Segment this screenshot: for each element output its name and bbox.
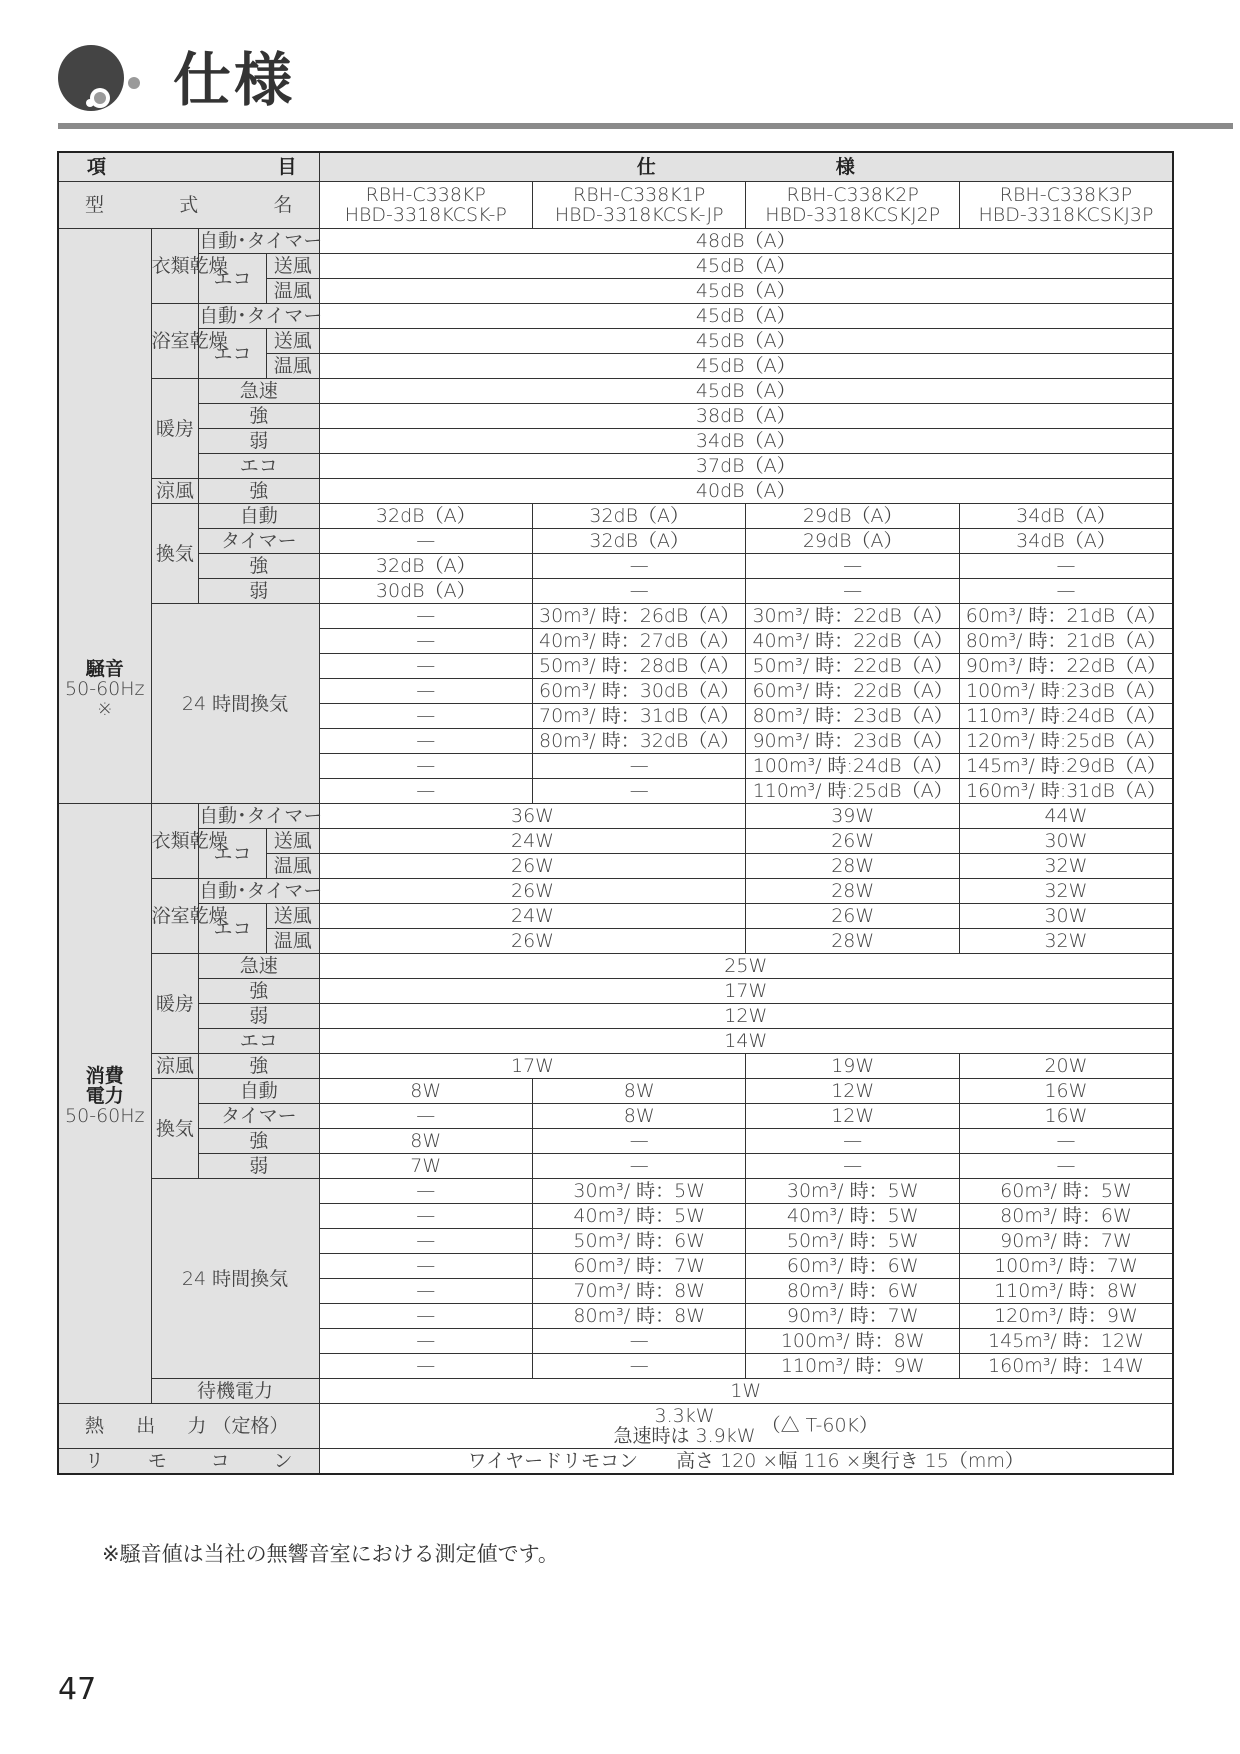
model-row (58, 182, 1173, 229)
model-cell: RBH-C338K3P HBD-3318KCSKJ3P (959, 182, 1173, 229)
strong-label: 強 (199, 979, 319, 1004)
power-heat-strong-row (58, 979, 1173, 1004)
auto-timer-label: 自動･タイマー (199, 880, 323, 902)
power-bath-auto-row (58, 879, 1173, 904)
remote-row (58, 1449, 1173, 1475)
noise-vent-timer-row (58, 529, 1173, 554)
section-bullet-icon (58, 42, 148, 120)
value-cell: 60m³/ 時：5W (959, 1179, 1173, 1204)
value-cell: 80m³/ 時：23dB（A） (746, 704, 959, 729)
value-cell: — (319, 1254, 532, 1279)
power-clothes-auto-row (58, 804, 1173, 829)
value-cell: — (319, 679, 532, 704)
vent-label: 換気 (151, 1079, 199, 1179)
value-cell: — (746, 579, 959, 604)
value-cell: 145m³/ 時:29dB（A） (959, 754, 1173, 779)
power-heat-weak-row (58, 1004, 1173, 1029)
weak-label: 弱 (199, 1004, 319, 1029)
model-cell: RBH-C338KP HBD-3318KCSK-P (319, 182, 532, 229)
power-24h-row (58, 1179, 1173, 1204)
value-cell: 45dB（A） (319, 254, 1173, 279)
noise-cool-row (58, 479, 1173, 504)
value-cell: 28W (746, 929, 959, 954)
value-cell: 25W (319, 954, 1173, 979)
eco-label: エコ (199, 254, 267, 304)
value-cell: 30W (959, 829, 1173, 854)
value-cell: — (532, 1154, 745, 1179)
strong-label: 強 (199, 1129, 319, 1154)
model-cell: RBH-C338K2P HBD-3318KCSKJ2P (746, 182, 959, 229)
value-cell: 145m³/ 時：12W (959, 1329, 1173, 1354)
power-vent-weak-row (58, 1154, 1173, 1179)
table-header-row (58, 152, 1173, 182)
value-cell: 45dB（A） (319, 379, 1173, 404)
value-cell: 12W (319, 1004, 1173, 1029)
value-cell: 60m³/ 時：21dB（A） (959, 604, 1173, 629)
power-heat-eco-row (58, 1029, 1173, 1054)
value-cell: 50m³/ 時：22dB（A） (746, 654, 959, 679)
noise-bath-auto-row (58, 304, 1173, 329)
value-cell: 90m³/ 時：7W (959, 1229, 1173, 1254)
value-cell: — (959, 1129, 1173, 1154)
value-cell: — (959, 579, 1173, 604)
value-cell: 24W (319, 904, 746, 929)
strong-label: 強 (199, 479, 319, 504)
value-cell: — (319, 629, 532, 654)
value-cell: 32W (959, 879, 1173, 904)
value-cell: 36W (319, 804, 746, 829)
value-cell: — (532, 1354, 745, 1379)
value-cell: 28W (746, 854, 959, 879)
value-cell: — (319, 779, 532, 804)
warm-label: 温風 (266, 854, 319, 879)
fan-label: 送風 (266, 829, 319, 854)
value-cell: — (319, 1304, 532, 1329)
value-cell: — (319, 1104, 532, 1129)
value-cell: — (532, 554, 745, 579)
noise-heat-eco-row (58, 454, 1173, 479)
timer-label: タイマー (199, 529, 319, 554)
value-cell: 30m³/ 時：22dB（A） (746, 604, 959, 629)
weak-label: 弱 (199, 579, 319, 604)
value-cell: 90m³/ 時：22dB（A） (959, 654, 1173, 679)
value-cell: 32dB（A） (319, 504, 532, 529)
value-cell: 26W (319, 879, 746, 904)
auto-timer-label: 自動･タイマー (199, 230, 323, 252)
value-cell: 7W (319, 1154, 532, 1179)
rapid-label: 急速 (199, 954, 319, 979)
noise-heat-rapid-row (58, 379, 1173, 404)
value-cell: 26W (746, 829, 959, 854)
fan-label: 送風 (266, 329, 319, 354)
value-cell: 32dB（A） (532, 529, 745, 554)
header-spec: 仕 様 (319, 152, 1173, 182)
page-title: 仕様 (173, 46, 296, 114)
value-cell: 37dB（A） (319, 454, 1173, 479)
value-cell: 100m³/ 時:24dB（A） (746, 754, 959, 779)
heat-output-row (58, 1404, 1173, 1449)
power-standby-row (58, 1379, 1173, 1404)
value-cell: 60m³/ 時：6W (746, 1254, 959, 1279)
value-cell: 28W (746, 879, 959, 904)
value-cell: — (319, 729, 532, 754)
standby-label: 待機電力 (151, 1379, 319, 1404)
value-cell: 80m³/ 時：6W (959, 1204, 1173, 1229)
value-cell: 17W (319, 979, 1173, 1004)
strong-label: 強 (199, 404, 319, 429)
value-cell: — (532, 1329, 745, 1354)
value-cell: 45dB（A） (319, 279, 1173, 304)
value-cell: 26W (319, 854, 746, 879)
value-cell: 50m³/ 時：6W (532, 1229, 745, 1254)
value-cell: — (746, 554, 959, 579)
value-cell: 100m³/ 時：8W (746, 1329, 959, 1354)
value-cell: 120m³/ 時:25dB（A） (959, 729, 1173, 754)
value-cell: — (319, 654, 532, 679)
value-cell: 90m³/ 時：23dB（A） (746, 729, 959, 754)
bath-dry-label: 浴室乾燥 (151, 304, 199, 379)
value-cell: 32W (959, 854, 1173, 879)
value-cell: 12W (746, 1104, 959, 1129)
value-cell: — (746, 1154, 959, 1179)
spec-table (57, 151, 1174, 1475)
value-cell: 29dB（A） (746, 529, 959, 554)
noise-vent-strong-row (58, 554, 1173, 579)
value-cell: — (319, 1279, 532, 1304)
fan-label: 送風 (266, 904, 319, 929)
value-cell: 19W (746, 1054, 959, 1079)
value-cell: 32dB（A） (319, 554, 532, 579)
value-cell: — (319, 704, 532, 729)
value-cell: 40m³/ 時：27dB（A） (532, 629, 745, 654)
value-cell: 16W (959, 1079, 1173, 1104)
value-cell: 24W (319, 829, 746, 854)
value-cell: — (319, 604, 532, 629)
rapid-label: 急速 (199, 379, 319, 404)
value-cell: — (319, 1354, 532, 1379)
footnote: ※騒音値は当社の無響音室における測定値です。 (102, 1542, 559, 1566)
value-cell: 60m³/ 時：22dB（A） (746, 679, 959, 704)
value-cell: 100m³/ 時：7W (959, 1254, 1173, 1279)
value-cell: 8W (532, 1079, 745, 1104)
value-cell: 30dB（A） (319, 579, 532, 604)
value-cell: 30W (959, 904, 1173, 929)
heating-label: 暖房 (151, 954, 199, 1054)
value-cell: 26W (746, 904, 959, 929)
auto-label: 自動 (199, 504, 319, 529)
value-cell: — (532, 579, 745, 604)
value-cell: 80m³/ 時：8W (532, 1304, 745, 1329)
weak-label: 弱 (199, 1154, 319, 1179)
model-cell: RBH-C338K1P HBD-3318KCSK-JP (532, 182, 745, 229)
value-cell: 30m³/ 時：5W (746, 1179, 959, 1204)
value-cell: 8W (532, 1104, 745, 1129)
noise-vent-auto-row (58, 504, 1173, 529)
value-cell: 100m³/ 時:23dB（A） (959, 679, 1173, 704)
remote-value: ワイヤードリモコン 高さ 120 ×幅 116 ×奥行き 15（mm） (319, 1449, 1173, 1475)
h24-label: 24 時間換気 (151, 604, 319, 804)
power-cool-row (58, 1054, 1173, 1079)
auto-timer-label: 自動･タイマー (199, 805, 323, 827)
value-cell: 60m³/ 時：30dB（A） (532, 679, 745, 704)
value-cell: 20W (959, 1054, 1173, 1079)
value-cell: 110m³/ 時：9W (746, 1354, 959, 1379)
value-cell: — (746, 1129, 959, 1154)
value-cell: 110m³/ 時：8W (959, 1279, 1173, 1304)
eco-label: エコ (199, 454, 319, 479)
noise-24h-row (58, 604, 1173, 629)
value-cell: — (959, 554, 1173, 579)
value-cell: 40dB（A） (319, 479, 1173, 504)
value-cell: 45dB（A） (319, 304, 1173, 329)
value-cell: 120m³/ 時：9W (959, 1304, 1173, 1329)
cool-label: 涼風 (151, 479, 199, 504)
value-cell: 40m³/ 時：5W (532, 1204, 745, 1229)
value-cell: 50m³/ 時：5W (746, 1229, 959, 1254)
value-cell: 48dB（A） (319, 229, 1173, 254)
warm-label: 温風 (266, 929, 319, 954)
value-cell: 50m³/ 時：28dB（A） (532, 654, 745, 679)
value-cell: — (959, 1154, 1173, 1179)
timer-label: タイマー (199, 1104, 319, 1129)
value-cell: 39W (746, 804, 959, 829)
eco-label: エコ (199, 329, 267, 379)
value-cell: 8W (319, 1079, 532, 1104)
value-cell: — (319, 1329, 532, 1354)
power-category: 消費 電力 50-60Hz (58, 804, 151, 1404)
value-cell: 45dB（A） (319, 354, 1173, 379)
value-cell: 80m³/ 時：21dB（A） (959, 629, 1173, 654)
warm-label: 温風 (266, 279, 319, 304)
value-cell: 80m³/ 時：32dB（A） (532, 729, 745, 754)
fan-label: 送風 (266, 254, 319, 279)
auto-label: 自動 (199, 1079, 319, 1104)
value-cell: 12W (746, 1079, 959, 1104)
remote-label: リ モ コ ン (58, 1449, 319, 1475)
value-cell: 70m³/ 時：8W (532, 1279, 745, 1304)
heating-label: 暖房 (151, 379, 199, 479)
value-cell: 16W (959, 1104, 1173, 1129)
value-cell: — (319, 1204, 532, 1229)
heat-output-value: 3.3kW 急速時は 3.9kW （△ T-60K） (319, 1404, 1173, 1449)
bath-dry-label: 浴室乾燥 (151, 879, 199, 954)
value-cell: 44W (959, 804, 1173, 829)
noise-clothes-auto-row (58, 229, 1173, 254)
power-vent-auto-row (58, 1079, 1173, 1104)
power-heat-rapid-row (58, 954, 1173, 979)
value-cell: 45dB（A） (319, 329, 1173, 354)
value-cell: 110m³/ 時:25dB（A） (746, 779, 959, 804)
value-cell: 30m³/ 時：5W (532, 1179, 745, 1204)
strong-label: 強 (199, 554, 319, 579)
eco-label: エコ (199, 904, 267, 954)
noise-vent-weak-row (58, 579, 1173, 604)
value-cell: 38dB（A） (319, 404, 1173, 429)
header-rule (58, 123, 1233, 129)
value-cell: 30m³/ 時：26dB（A） (532, 604, 745, 629)
value-cell: — (319, 1229, 532, 1254)
h24-label: 24 時間換気 (151, 1179, 319, 1379)
clothes-dry-label: 衣類乾燥 (151, 804, 199, 879)
value-cell: 14W (319, 1029, 1173, 1054)
value-cell: — (532, 779, 745, 804)
value-cell: 60m³/ 時：7W (532, 1254, 745, 1279)
value-cell: 34dB（A） (959, 529, 1173, 554)
power-vent-strong-row (58, 1129, 1173, 1154)
strong-label: 強 (199, 1054, 319, 1079)
value-cell: 40m³/ 時：22dB（A） (746, 629, 959, 654)
value-cell: 110m³/ 時:24dB（A） (959, 704, 1173, 729)
value-cell: 32dB（A） (532, 504, 745, 529)
value-cell: — (532, 1129, 745, 1154)
value-cell: — (532, 754, 745, 779)
vent-label: 換気 (151, 504, 199, 604)
value-cell: — (319, 1179, 532, 1204)
value-cell: — (319, 529, 532, 554)
eco-label: エコ (199, 829, 267, 879)
heat-output-label: 熱 出 力 （定格） (58, 1404, 319, 1449)
model-label: 型 式 名 (58, 182, 319, 229)
value-cell: 34dB（A） (959, 504, 1173, 529)
value-cell: 29dB（A） (746, 504, 959, 529)
page-header (58, 40, 1233, 130)
value-cell: 70m³/ 時：31dB（A） (532, 704, 745, 729)
noise-category: 騒音 50-60Hz ※ (58, 229, 151, 804)
value-cell: 160m³/ 時:31dB（A） (959, 779, 1173, 804)
value-cell: 1W (319, 1379, 1173, 1404)
value-cell: 40m³/ 時：5W (746, 1204, 959, 1229)
warm-label: 温風 (266, 354, 319, 379)
noise-heat-strong-row (58, 404, 1173, 429)
value-cell: 80m³/ 時：6W (746, 1279, 959, 1304)
noise-heat-weak-row (58, 429, 1173, 454)
value-cell: — (319, 754, 532, 779)
auto-timer-label: 自動･タイマー (199, 305, 323, 327)
header-item: 項 目 (58, 152, 319, 182)
eco-label: エコ (199, 1029, 319, 1054)
value-cell: 34dB（A） (319, 429, 1173, 454)
page-number: 47 (58, 1672, 97, 1707)
value-cell: 17W (319, 1054, 746, 1079)
value-cell: 90m³/ 時：7W (746, 1304, 959, 1329)
weak-label: 弱 (199, 429, 319, 454)
value-cell: 26W (319, 929, 746, 954)
value-cell: 160m³/ 時：14W (959, 1354, 1173, 1379)
power-vent-timer-row (58, 1104, 1173, 1129)
cool-label: 涼風 (151, 1054, 199, 1079)
clothes-dry-label: 衣類乾燥 (151, 229, 199, 304)
value-cell: 32W (959, 929, 1173, 954)
value-cell: 8W (319, 1129, 532, 1154)
